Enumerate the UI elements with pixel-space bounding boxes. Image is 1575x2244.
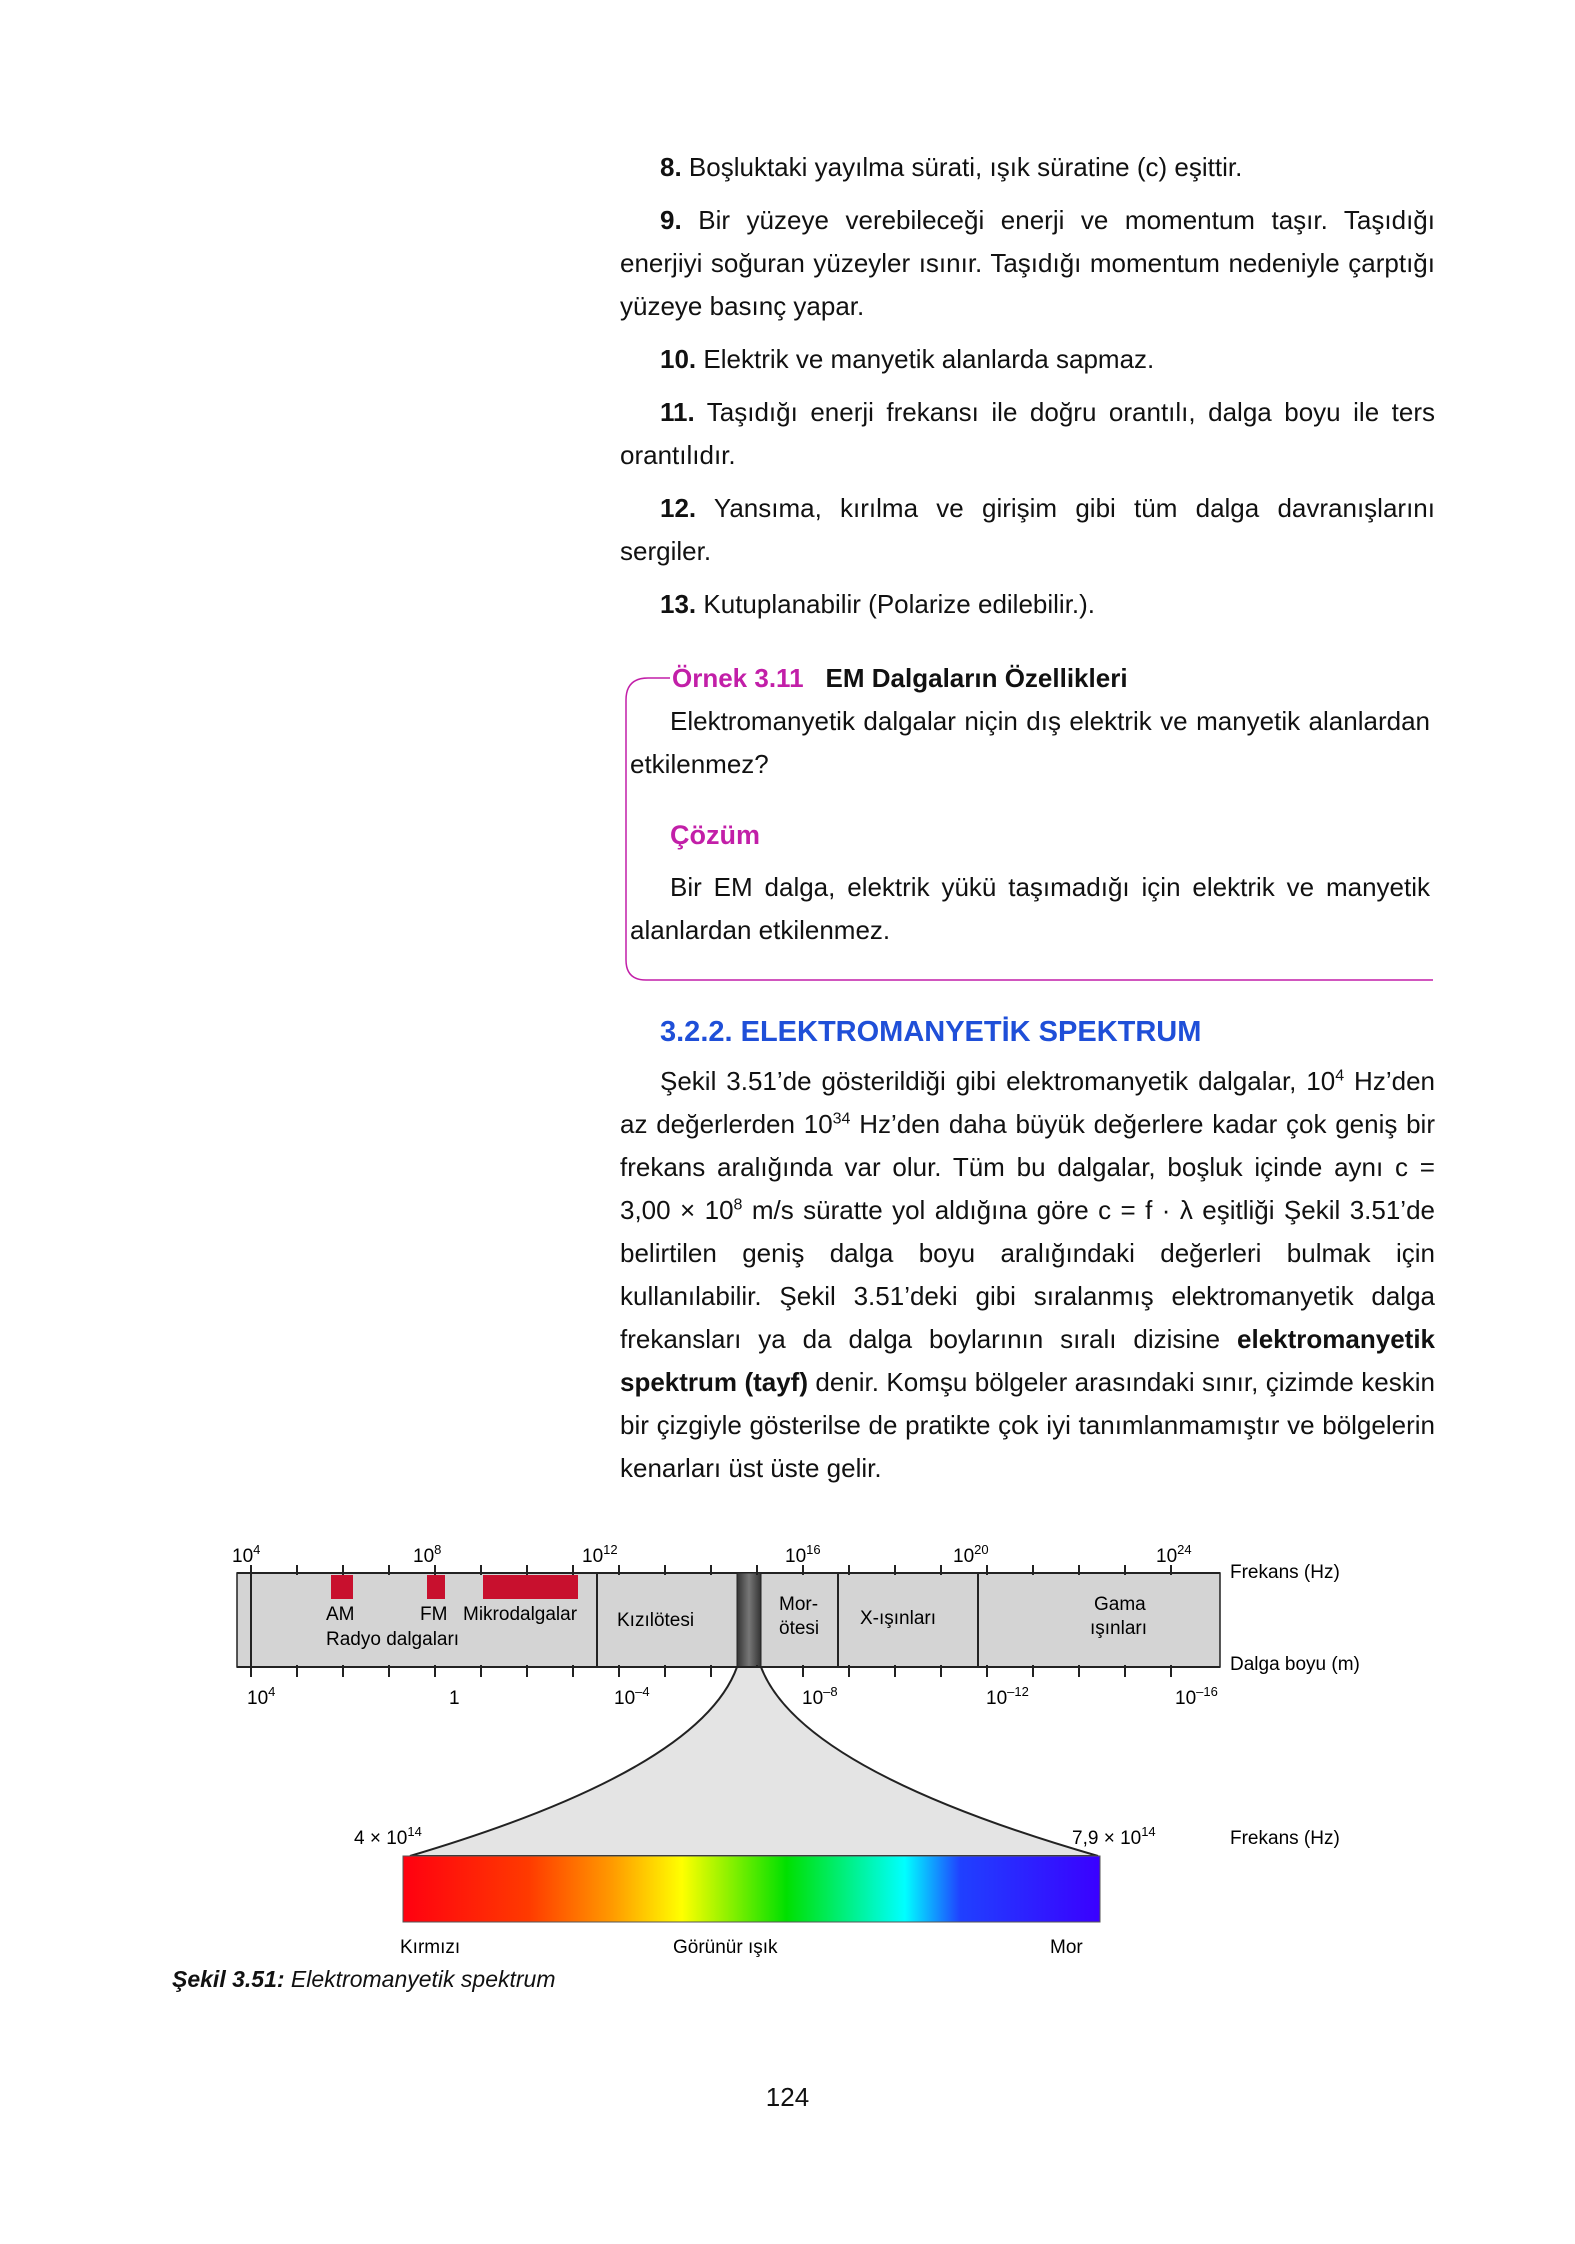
properties-list	[620, 146, 1435, 636]
spectrum-band	[237, 1573, 1220, 1667]
section-paragraph: Şekil 3.51’de gösterildiği gibi elektromanyetik dalgalar, $10^4$ Hz’den az değerlerden $10^{34}$ Hz’den daha büyük değerlere kadar çok geniş bir frekans aralığında var olur. Tüm bu dalgalar, boşluk içinde aynı $c = 3,00 \times 10^8$ m/s süratte yol aldığına göre c = f · λ eşitliği Şekil 3.51’de belirtilen geniş dalga boyu aralığındaki değerleri bulmak için kullanılabilir. Şekil 3.51’deki gibi sıralanmış elektromanyetik dalga frekansları ya da dalga boylarının sıralı dizisine elektromanyetik spektrum (tayf) denir. Komşu bölgeler arasındaki sınır, çizimde keskin bir çizgiyle gösterilse de pratikte çok iyi tanımlanmamıştır ve bölgelerin kenarları üst üste gelir.	[620, 1066, 1435, 1483]
freq-tick-label: $10^4$	[232, 1542, 261, 1567]
ultraviolet-label: Mor-	[779, 1594, 819, 1615]
freq-tick-label: $10^{16}$	[785, 1542, 821, 1567]
section-heading: 3.2.2. ELEKTROMANYETİK SPEKTRUM	[660, 1016, 1202, 1048]
visible-high-frequency: $7,9 \times 10^{14}$	[1072, 1824, 1156, 1849]
property-item: 9. Bir yüzeye verebileceği enerji ve momentum taşır. Taşıdığı enerjiyi soğuran yüzeyler ısınır. Taşıdığı momentum nedeniyle çarptığı yüzeye basınç yapar.	[620, 205, 1435, 321]
visible-spectrum-strip	[403, 1856, 1100, 1922]
fm-label: FM	[420, 1604, 448, 1625]
freq-tick-label: $10^{20}$	[953, 1542, 989, 1567]
xray-label: X-ışınları	[860, 1608, 937, 1629]
property-item: 12. Yansıma, kırılma ve girişim gibi tüm dalga davranışlarını sergiler.	[620, 493, 1435, 566]
solution-text: Bir EM dalga, elektrik yükü taşımadığı için elektrik ve manyetik alanlardan etkilenmez.	[630, 872, 1430, 945]
caption-text: Elektromanyetik spektrum	[290, 1966, 556, 1992]
freq-tick-label: $10^{24}$	[1156, 1542, 1192, 1567]
microwave-label: Mikrodalgalar	[463, 1604, 578, 1625]
ultraviolet-label: ötesi	[779, 1618, 820, 1639]
wavelength-ticks	[251, 1665, 1171, 1677]
frequency-axis-label: Frekans (Hz)	[1230, 1562, 1340, 1583]
wavelength-axis-label: Dalga boyu (m)	[1230, 1654, 1360, 1675]
microwave-band-mark	[483, 1575, 578, 1599]
gamma-label: Gama	[1094, 1594, 1146, 1615]
red-label: Kırmızı	[400, 1937, 461, 1958]
example-heading: EM Dalgaların Özellikleri	[825, 663, 1128, 693]
caption-label: Şekil 3.51:	[172, 1966, 285, 1992]
am-band-mark	[331, 1575, 353, 1599]
page-number: 124	[765, 2082, 810, 2112]
property-item: 8. Boşluktaki yayılma sürati, ışık süratine (c) eşittir.	[660, 152, 1243, 182]
wave-tick-label: $10^{-8}$	[802, 1684, 838, 1709]
radio-label: Radyo dalgaları	[326, 1629, 460, 1650]
visible-light-label: Görünür ışık	[673, 1937, 778, 1958]
em-spectrum-diagram	[0, 1520, 1575, 2020]
section-body	[620, 1060, 1435, 1490]
visible-slit	[737, 1573, 761, 1667]
example-title	[672, 660, 1128, 696]
wave-tick-label: 1	[449, 1688, 460, 1709]
violet-label: Mor	[1050, 1937, 1083, 1958]
wave-tick-label: $10^{-4}$	[614, 1684, 650, 1709]
property-item: 10. Elektrik ve manyetik alanlarda sapmaz.	[660, 344, 1155, 374]
visible-low-frequency: $4 \times 10^{14}$	[354, 1824, 422, 1849]
solution-title: Çözüm	[670, 820, 760, 850]
property-item: 13. Kutuplanabilir (Polarize edilebilir.).	[660, 589, 1096, 619]
visible-frequency-axis-label: Frekans (Hz)	[1230, 1828, 1340, 1849]
freq-tick-label: $10^{12}$	[582, 1542, 618, 1567]
freq-tick-label: $10^8$	[413, 1542, 442, 1567]
am-label: AM	[326, 1604, 355, 1625]
figure-caption	[172, 1966, 556, 1993]
example-question: Elektromanyetik dalgalar niçin dış elektrik ve manyetik alanlardan etkilenmez?	[630, 706, 1430, 779]
frequency-ticks	[251, 1565, 1171, 1575]
wave-tick-label: $10^{-12}$	[986, 1684, 1029, 1709]
em-spectrum-figure	[0, 1520, 1575, 2020]
infrared-label: Kızılötesi	[617, 1610, 695, 1631]
example-label: Örnek 3.11	[672, 663, 804, 693]
gamma-label: ışınları	[1090, 1618, 1148, 1639]
wave-tick-label: $10^{-16}$	[1175, 1684, 1218, 1709]
property-item: 11. Taşıdığı enerji frekansı ile doğru orantılı, dalga boyu ile ters orantılıdır.	[620, 397, 1435, 470]
fm-band-mark	[427, 1575, 445, 1599]
example-box	[620, 660, 1435, 982]
wave-tick-label: $10^4$	[247, 1684, 276, 1709]
